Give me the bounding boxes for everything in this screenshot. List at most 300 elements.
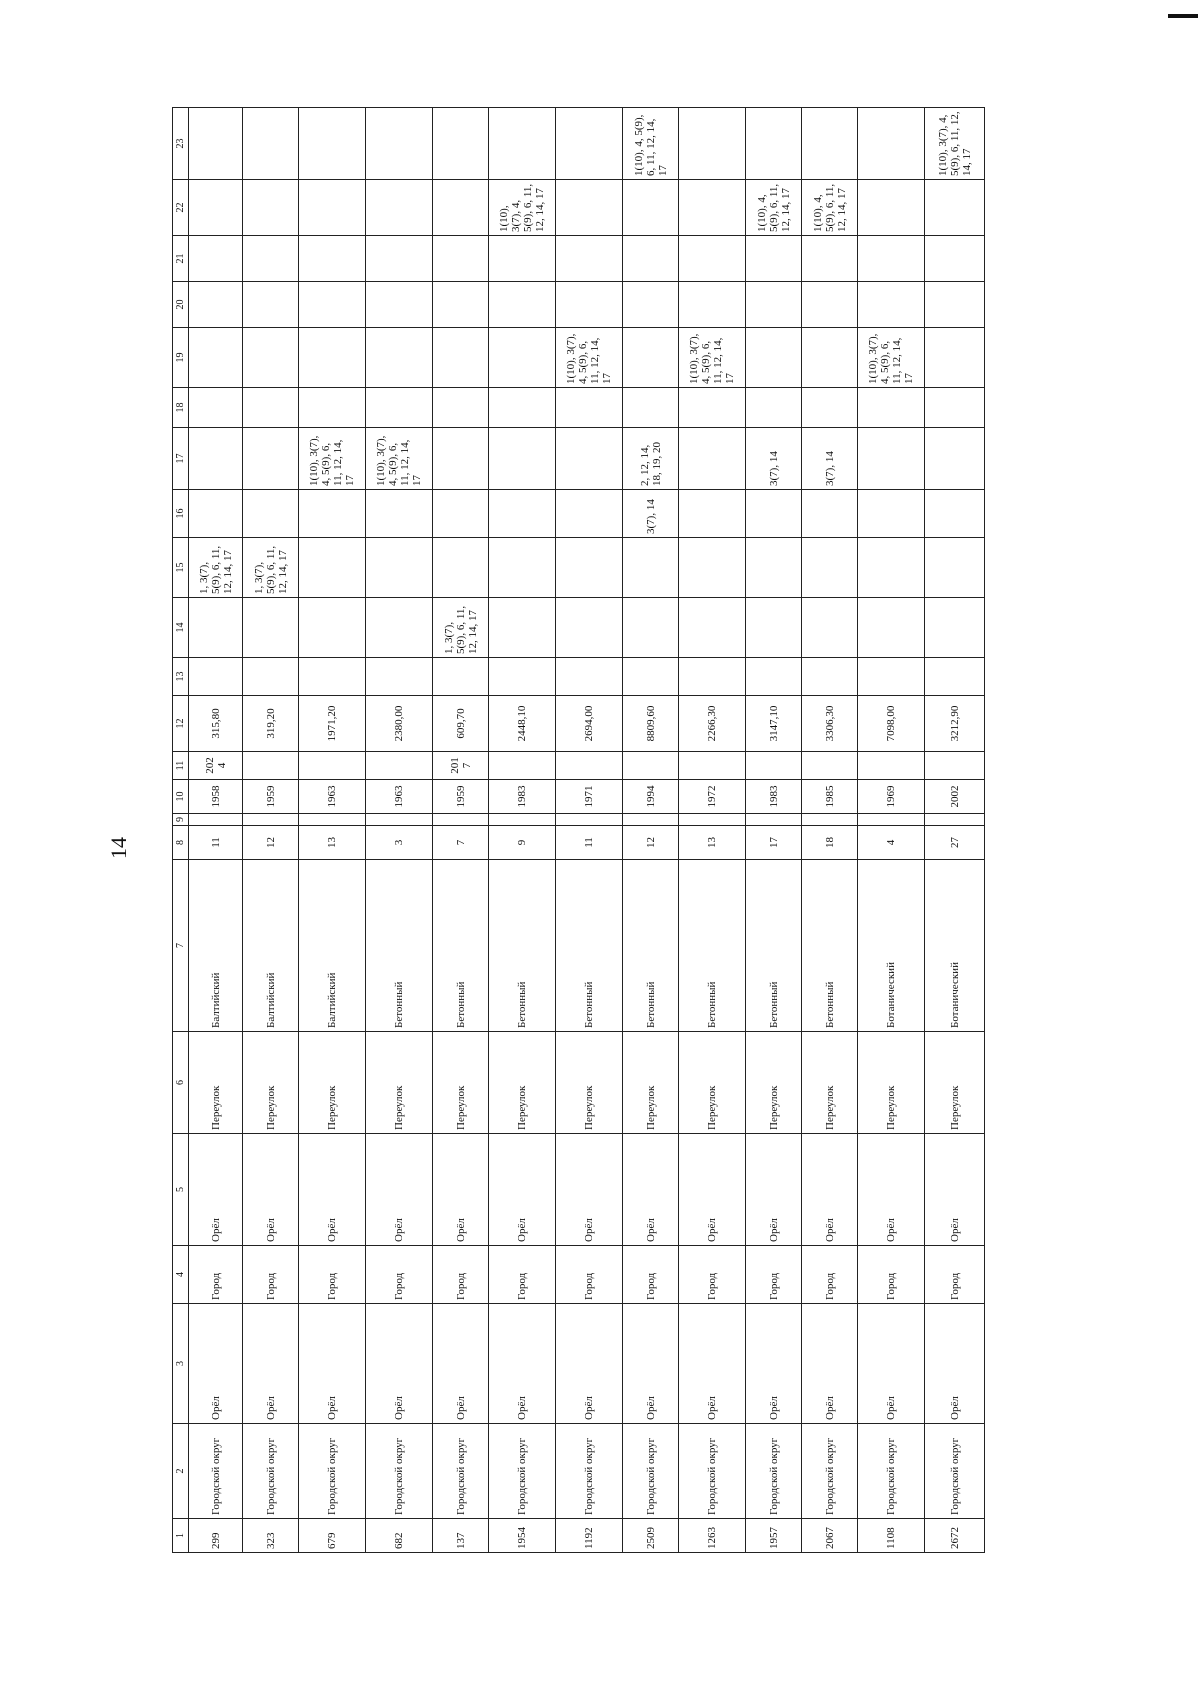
table-row	[623, 108, 679, 1553]
table-cell-col-21	[746, 236, 802, 282]
table-cell-col-18	[243, 388, 299, 428]
table-cell-col-7: Бетонный	[679, 860, 746, 1032]
table-cell-col-18	[679, 388, 746, 428]
table-cell-col-14: 1, 3(7), 5(9), 6, 11, 12, 14, 17	[433, 598, 489, 658]
table-cell-col-18	[858, 388, 925, 428]
table-cell-col-5: Орёл	[243, 1134, 299, 1246]
table-row	[243, 108, 299, 1553]
table-cell-col-7: Бетонный	[489, 860, 556, 1032]
table-cell-col-22	[858, 180, 925, 236]
table-cell-col-18	[623, 388, 679, 428]
table-row	[858, 108, 925, 1553]
table-cell-col-20	[189, 282, 243, 328]
table-cell-col-18	[802, 388, 858, 428]
table-cell-col-6: Переулок	[189, 1032, 243, 1134]
table-row	[366, 108, 433, 1553]
table-cell-col-2: Городской округ	[925, 1424, 985, 1519]
table-cell-col-8: 13	[299, 826, 366, 860]
table-cell-col-19: 1(10), 3(7), 4, 5(9), 6, 11, 12, 14, 17	[556, 328, 623, 388]
table-cell-col-3: Орёл	[366, 1304, 433, 1424]
table-cell-col-16	[189, 490, 243, 538]
table-cell-col-9	[189, 814, 243, 826]
table-cell-col-2: Городской округ	[366, 1424, 433, 1519]
table-cell-col-13	[366, 658, 433, 696]
table-cell-col-15	[623, 538, 679, 598]
table-cell-col-20	[925, 282, 985, 328]
table-cell-col-22	[189, 180, 243, 236]
table-cell-col-20	[802, 282, 858, 328]
table-cell-col-3: Орёл	[189, 1304, 243, 1424]
table-cell-col-21	[623, 236, 679, 282]
table-cell-col-13	[489, 658, 556, 696]
table-cell-col-8: 7	[433, 826, 489, 860]
table-row	[433, 108, 489, 1553]
table-cell-col-18	[366, 388, 433, 428]
table-cell-col-3: Орёл	[299, 1304, 366, 1424]
table-cell-col-12: 2448,10	[489, 696, 556, 752]
column-number-header: 19	[173, 328, 189, 388]
table-cell-col-16	[746, 490, 802, 538]
table-cell-col-16: 3(7), 14	[623, 490, 679, 538]
table-cell-col-23	[433, 108, 489, 180]
table-cell-col-4: Город	[299, 1246, 366, 1304]
table-cell-col-5: Орёл	[746, 1134, 802, 1246]
table-cell-col-13	[433, 658, 489, 696]
table-cell-col-16	[556, 490, 623, 538]
column-number-header: 22	[173, 180, 189, 236]
table-cell-col-10: 1963	[299, 780, 366, 814]
table-cell-col-21	[489, 236, 556, 282]
table-cell-col-12: 315,80	[189, 696, 243, 752]
table-cell-col-14	[802, 598, 858, 658]
table-cell-col-4: Город	[366, 1246, 433, 1304]
table-cell-col-11	[802, 752, 858, 780]
column-number-header: 13	[173, 658, 189, 696]
table-cell-col-3: Орёл	[679, 1304, 746, 1424]
column-number-header: 11	[173, 752, 189, 780]
table-cell-col-3: Орёл	[433, 1304, 489, 1424]
corner-scan-mark	[1168, 14, 1198, 18]
table-cell-col-20	[433, 282, 489, 328]
table-cell-col-5: Орёл	[623, 1134, 679, 1246]
table-cell-col-10: 1959	[433, 780, 489, 814]
table-cell-col-10: 1985	[802, 780, 858, 814]
table-cell-col-12: 609,70	[433, 696, 489, 752]
table-cell-col-23	[802, 108, 858, 180]
table-cell-col-20	[746, 282, 802, 328]
column-number-header: 21	[173, 236, 189, 282]
table-cell-col-15	[366, 538, 433, 598]
table-cell-col-18	[299, 388, 366, 428]
table-cell-col-5: Орёл	[925, 1134, 985, 1246]
table-cell-col-9	[623, 814, 679, 826]
table-cell-col-20	[243, 282, 299, 328]
table-cell-col-10: 1969	[858, 780, 925, 814]
table-cell-col-4: Город	[189, 1246, 243, 1304]
table-cell-col-13	[679, 658, 746, 696]
table-cell-col-1: 299	[189, 1519, 243, 1553]
table-cell-col-3: Орёл	[489, 1304, 556, 1424]
table-cell-col-8: 12	[243, 826, 299, 860]
table-cell-col-1: 2067	[802, 1519, 858, 1553]
table-cell-col-7: Бетонный	[556, 860, 623, 1032]
table-cell-col-8: 17	[746, 826, 802, 860]
table-cell-col-19	[433, 328, 489, 388]
table-cell-col-9	[366, 814, 433, 826]
table-cell-col-16	[243, 490, 299, 538]
table-cell-col-2: Городской округ	[189, 1424, 243, 1519]
table-cell-col-9	[299, 814, 366, 826]
table-cell-col-6: Переулок	[679, 1032, 746, 1134]
column-number-header: 9	[173, 814, 189, 826]
table-cell-col-18	[489, 388, 556, 428]
table-cell-col-11	[679, 752, 746, 780]
table-cell-col-10: 1971	[556, 780, 623, 814]
column-number-header: 12	[173, 696, 189, 752]
table-cell-col-14	[489, 598, 556, 658]
column-number-header: 17	[173, 428, 189, 490]
table-cell-col-19: 1(10), 3(7), 4, 5(9), 6, 11, 12, 14, 17	[858, 328, 925, 388]
table-cell-col-15: 1, 3(7), 5(9), 6, 11, 12, 14, 17	[243, 538, 299, 598]
table-cell-col-5: Орёл	[189, 1134, 243, 1246]
table-cell-col-15	[489, 538, 556, 598]
table-cell-col-1: 1108	[858, 1519, 925, 1553]
table-cell-col-12: 1971,20	[299, 696, 366, 752]
table-cell-col-17	[679, 428, 746, 490]
table-cell-col-5: Орёл	[802, 1134, 858, 1246]
table-cell-col-19	[366, 328, 433, 388]
table-cell-col-8: 18	[802, 826, 858, 860]
table-cell-col-21	[299, 236, 366, 282]
table-cell-col-3: Орёл	[243, 1304, 299, 1424]
table-cell-col-18	[189, 388, 243, 428]
table-cell-col-20	[489, 282, 556, 328]
table-cell-col-18	[746, 388, 802, 428]
table-cell-col-9	[802, 814, 858, 826]
table-cell-col-14	[746, 598, 802, 658]
register-table	[172, 107, 985, 1553]
table-cell-col-16	[366, 490, 433, 538]
table-cell-col-19	[746, 328, 802, 388]
table-cell-col-12: 2266,30	[679, 696, 746, 752]
table-cell-col-4: Город	[433, 1246, 489, 1304]
table-cell-col-15	[433, 538, 489, 598]
table-cell-col-1: 1954	[489, 1519, 556, 1553]
table-cell-col-5: Орёл	[556, 1134, 623, 1246]
table-cell-col-23	[858, 108, 925, 180]
table-cell-col-19	[925, 328, 985, 388]
table-cell-col-16	[802, 490, 858, 538]
table-cell-col-20	[679, 282, 746, 328]
column-number-header: 16	[173, 490, 189, 538]
column-number-header: 2	[173, 1424, 189, 1519]
table-cell-col-4: Город	[679, 1246, 746, 1304]
table-cell-col-13	[623, 658, 679, 696]
table-cell-col-6: Переулок	[746, 1032, 802, 1134]
table-row	[746, 108, 802, 1553]
table-row	[802, 108, 858, 1553]
table-cell-col-8: 13	[679, 826, 746, 860]
table-cell-col-1: 679	[299, 1519, 366, 1553]
table-cell-col-15	[925, 538, 985, 598]
table-cell-col-11	[623, 752, 679, 780]
table-cell-col-7: Балтийский	[243, 860, 299, 1032]
table-cell-col-6: Переулок	[243, 1032, 299, 1134]
column-number-header: 15	[173, 538, 189, 598]
table-row	[925, 108, 985, 1553]
table-cell-col-9	[746, 814, 802, 826]
table-cell-col-12: 2380,00	[366, 696, 433, 752]
table-cell-col-4: Город	[925, 1246, 985, 1304]
table-cell-col-23	[679, 108, 746, 180]
table-cell-col-19	[802, 328, 858, 388]
table-cell-col-14	[925, 598, 985, 658]
table-cell-col-18	[556, 388, 623, 428]
table-cell-col-10: 1963	[366, 780, 433, 814]
table-cell-col-4: Город	[489, 1246, 556, 1304]
table-cell-col-11	[299, 752, 366, 780]
table-cell-col-4: Город	[623, 1246, 679, 1304]
table-cell-col-17	[433, 428, 489, 490]
table-cell-col-7: Бетонный	[746, 860, 802, 1032]
table-cell-col-7: Бетонный	[433, 860, 489, 1032]
table-cell-col-16	[299, 490, 366, 538]
table-cell-col-2: Городской округ	[299, 1424, 366, 1519]
table-cell-col-23	[489, 108, 556, 180]
column-number-header-row	[173, 108, 189, 1553]
table-cell-col-14	[189, 598, 243, 658]
table-cell-col-11	[243, 752, 299, 780]
column-number-header: 4	[173, 1246, 189, 1304]
table-cell-col-5: Орёл	[679, 1134, 746, 1246]
table-row	[679, 108, 746, 1553]
table-cell-col-2: Городской округ	[802, 1424, 858, 1519]
table-cell-col-8: 27	[925, 826, 985, 860]
table-cell-col-12: 3147,10	[746, 696, 802, 752]
table-cell-col-14	[366, 598, 433, 658]
table-cell-col-22	[623, 180, 679, 236]
table-cell-col-4: Город	[243, 1246, 299, 1304]
table-cell-col-9	[489, 814, 556, 826]
table-cell-col-20	[623, 282, 679, 328]
table-cell-col-14	[299, 598, 366, 658]
table-cell-col-10: 1959	[243, 780, 299, 814]
table-cell-col-20	[299, 282, 366, 328]
table-cell-col-2: Городской округ	[243, 1424, 299, 1519]
table-cell-col-4: Город	[802, 1246, 858, 1304]
table-cell-col-17: 1(10), 3(7), 4, 5(9), 6, 11, 12, 14, 17	[299, 428, 366, 490]
column-number-header: 6	[173, 1032, 189, 1134]
rotated-table-container	[172, 113, 1052, 1553]
table-cell-col-22: 1(10), 3(7), 4, 5(9), 6, 11, 12, 14, 17	[489, 180, 556, 236]
table-cell-col-17: 1(10), 3(7), 4, 5(9), 6, 11, 12, 14, 17	[366, 428, 433, 490]
table-cell-col-22	[925, 180, 985, 236]
table-cell-col-10: 1994	[623, 780, 679, 814]
table-row	[556, 108, 623, 1553]
table-cell-col-1: 2672	[925, 1519, 985, 1553]
table-cell-col-2: Городской округ	[556, 1424, 623, 1519]
table-cell-col-6: Переулок	[925, 1032, 985, 1134]
column-number-header: 20	[173, 282, 189, 328]
table-cell-col-7: Бетонный	[802, 860, 858, 1032]
table-cell-col-11	[489, 752, 556, 780]
table-cell-col-1: 2509	[623, 1519, 679, 1553]
table-cell-col-22	[556, 180, 623, 236]
table-cell-col-17: 2, 12, 14, 18, 19, 20	[623, 428, 679, 490]
table-cell-col-13	[556, 658, 623, 696]
column-number-header: 18	[173, 388, 189, 428]
table-cell-col-11	[366, 752, 433, 780]
table-cell-col-2: Городской округ	[623, 1424, 679, 1519]
column-number-header: 14	[173, 598, 189, 658]
table-cell-col-2: Городской округ	[489, 1424, 556, 1519]
table-cell-col-15	[299, 538, 366, 598]
table-cell-col-6: Переулок	[623, 1032, 679, 1134]
table-cell-col-5: Орёл	[489, 1134, 556, 1246]
table-cell-col-12: 3306,30	[802, 696, 858, 752]
table-cell-col-9	[858, 814, 925, 826]
table-cell-col-15	[802, 538, 858, 598]
table-cell-col-7: Балтийский	[299, 860, 366, 1032]
table-cell-col-20	[858, 282, 925, 328]
table-cell-col-4: Город	[858, 1246, 925, 1304]
table-cell-col-8: 11	[189, 826, 243, 860]
table-cell-col-23	[556, 108, 623, 180]
table-cell-col-17	[189, 428, 243, 490]
table-cell-col-18	[925, 388, 985, 428]
table-cell-col-21	[858, 236, 925, 282]
column-number-header: 5	[173, 1134, 189, 1246]
table-cell-col-11	[858, 752, 925, 780]
table-cell-col-6: Переулок	[858, 1032, 925, 1134]
table-cell-col-23	[366, 108, 433, 180]
table-cell-col-17	[489, 428, 556, 490]
table-cell-col-9	[243, 814, 299, 826]
table-cell-col-14	[623, 598, 679, 658]
table-cell-col-8: 4	[858, 826, 925, 860]
table-cell-col-19	[189, 328, 243, 388]
table-cell-col-1: 682	[366, 1519, 433, 1553]
page-number: 14	[106, 837, 131, 859]
table-cell-col-12: 8809,60	[623, 696, 679, 752]
table-cell-col-11	[925, 752, 985, 780]
table-cell-col-10: 1958	[189, 780, 243, 814]
table-cell-col-16	[858, 490, 925, 538]
column-number-header: 23	[173, 108, 189, 180]
table-cell-col-7: Ботанический	[858, 860, 925, 1032]
column-number-header: 3	[173, 1304, 189, 1424]
table-cell-col-6: Переулок	[433, 1032, 489, 1134]
table-cell-col-10: 1972	[679, 780, 746, 814]
table-cell-col-13	[746, 658, 802, 696]
table-cell-col-12: 3212,90	[925, 696, 985, 752]
table-cell-col-10: 1983	[489, 780, 556, 814]
table-cell-col-2: Городской округ	[679, 1424, 746, 1519]
table-cell-col-22	[299, 180, 366, 236]
column-number-header: 1	[173, 1519, 189, 1553]
table-cell-col-14	[556, 598, 623, 658]
table-cell-col-6: Переулок	[802, 1032, 858, 1134]
table-cell-col-7: Бетонный	[623, 860, 679, 1032]
table-cell-col-12: 7098,00	[858, 696, 925, 752]
table-cell-col-9	[679, 814, 746, 826]
table-cell-col-9	[433, 814, 489, 826]
table-cell-col-11: 2024	[189, 752, 243, 780]
table-cell-col-8: 3	[366, 826, 433, 860]
table-cell-col-17	[243, 428, 299, 490]
table-cell-col-15	[858, 538, 925, 598]
table-cell-col-8: 11	[556, 826, 623, 860]
table-cell-col-12: 2694,00	[556, 696, 623, 752]
table-cell-col-5: Орёл	[858, 1134, 925, 1246]
table-cell-col-9	[925, 814, 985, 826]
table-cell-col-16	[489, 490, 556, 538]
table-cell-col-5: Орёл	[366, 1134, 433, 1246]
table-cell-col-21	[925, 236, 985, 282]
table-cell-col-6: Переулок	[299, 1032, 366, 1134]
table-cell-col-21	[243, 236, 299, 282]
table-cell-col-10: 2002	[925, 780, 985, 814]
table-cell-col-11: 2017	[433, 752, 489, 780]
table-cell-col-23	[299, 108, 366, 180]
table-cell-col-13	[925, 658, 985, 696]
table-cell-col-7: Балтийский	[189, 860, 243, 1032]
table-cell-col-4: Город	[746, 1246, 802, 1304]
table-cell-col-20	[366, 282, 433, 328]
table-cell-col-10: 1983	[746, 780, 802, 814]
table-cell-col-22	[679, 180, 746, 236]
table-cell-col-21	[679, 236, 746, 282]
table-cell-col-17	[858, 428, 925, 490]
table-cell-col-12: 319,20	[243, 696, 299, 752]
table-cell-col-15: 1, 3(7), 5(9), 6, 11, 12, 14, 17	[189, 538, 243, 598]
table-cell-col-11	[746, 752, 802, 780]
table-cell-col-22	[433, 180, 489, 236]
table-cell-col-1: 1263	[679, 1519, 746, 1553]
table-cell-col-21	[556, 236, 623, 282]
table-cell-col-5: Орёл	[299, 1134, 366, 1246]
table-cell-col-21	[802, 236, 858, 282]
table-cell-col-15	[556, 538, 623, 598]
table-cell-col-14	[243, 598, 299, 658]
table-cell-col-13	[802, 658, 858, 696]
table-cell-col-13	[858, 658, 925, 696]
table-cell-col-9	[556, 814, 623, 826]
table-cell-col-14	[679, 598, 746, 658]
table-cell-col-16	[679, 490, 746, 538]
table-cell-col-18	[433, 388, 489, 428]
table-row	[189, 108, 243, 1553]
table-cell-col-22: 1(10), 4, 5(9), 6, 11, 12, 14, 17	[802, 180, 858, 236]
table-cell-col-15	[679, 538, 746, 598]
table-cell-col-4: Город	[556, 1246, 623, 1304]
table-cell-col-19	[623, 328, 679, 388]
table-cell-col-22: 1(10), 4, 5(9), 6, 11, 12, 14, 17	[746, 180, 802, 236]
table-cell-col-1: 323	[243, 1519, 299, 1553]
table-row	[489, 108, 556, 1553]
table-cell-col-20	[556, 282, 623, 328]
table-cell-col-2: Городской округ	[433, 1424, 489, 1519]
table-cell-col-17: 3(7), 14	[802, 428, 858, 490]
table-cell-col-3: Орёл	[623, 1304, 679, 1424]
table-cell-col-6: Переулок	[489, 1032, 556, 1134]
table-cell-col-21	[189, 236, 243, 282]
table-cell-col-14	[858, 598, 925, 658]
table-cell-col-22	[366, 180, 433, 236]
table-cell-col-13	[243, 658, 299, 696]
table-cell-col-19	[243, 328, 299, 388]
table-cell-col-21	[366, 236, 433, 282]
